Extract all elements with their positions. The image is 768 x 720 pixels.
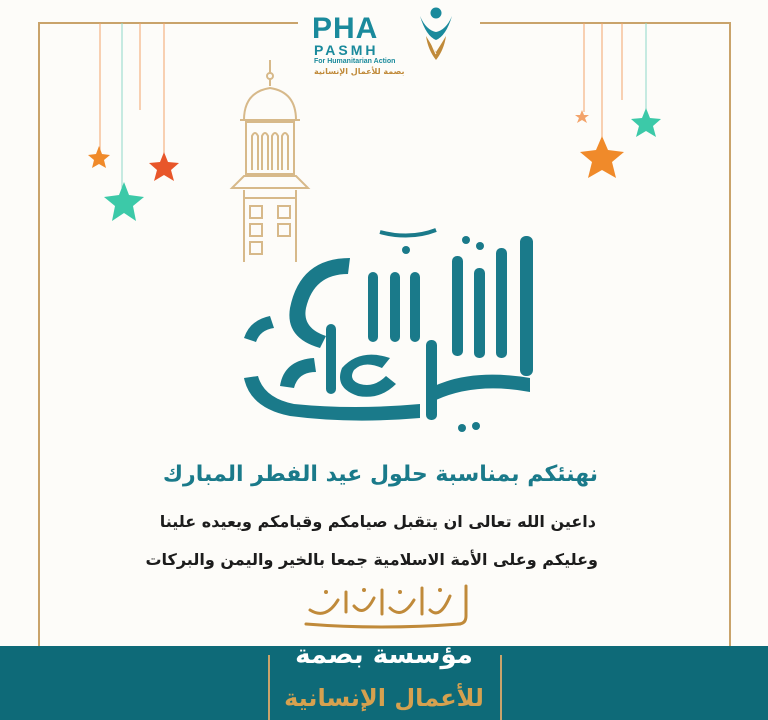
calligraphy-taqabbal-allah xyxy=(230,228,550,438)
org-name-line-2: للأعمال الإنسانية xyxy=(284,684,484,712)
logo-brand-sub: PASMH xyxy=(314,42,379,58)
greeting-line-1: نهنئكم بمناسبة حلول عيد الفطر المبارك xyxy=(162,462,598,487)
logo-tagline-en: For Humanitarian Action xyxy=(314,58,396,65)
logo-brand: PHA xyxy=(312,12,379,45)
star-icon xyxy=(149,152,179,181)
wish-calligraphy xyxy=(290,580,480,630)
star-icon xyxy=(631,108,661,137)
greeting-line-3: وعليكم وعلى الأمة الاسلامية جمعا بالخير واليمن والبركات xyxy=(145,550,598,569)
star-icon xyxy=(575,110,589,123)
star-icon xyxy=(104,182,144,221)
star-icon xyxy=(88,146,110,168)
footer-divider-right xyxy=(500,655,502,720)
star-icon xyxy=(580,136,624,178)
greeting-line-2: داعين الله تعالى ان يتقبل صيامكم وقيامكم ويعيده علينا xyxy=(159,512,596,531)
org-name-line-1: مؤسسة بصمة xyxy=(295,640,473,670)
logo-tagline-ar: بصمة للأعمال الإنسانية xyxy=(314,67,405,76)
